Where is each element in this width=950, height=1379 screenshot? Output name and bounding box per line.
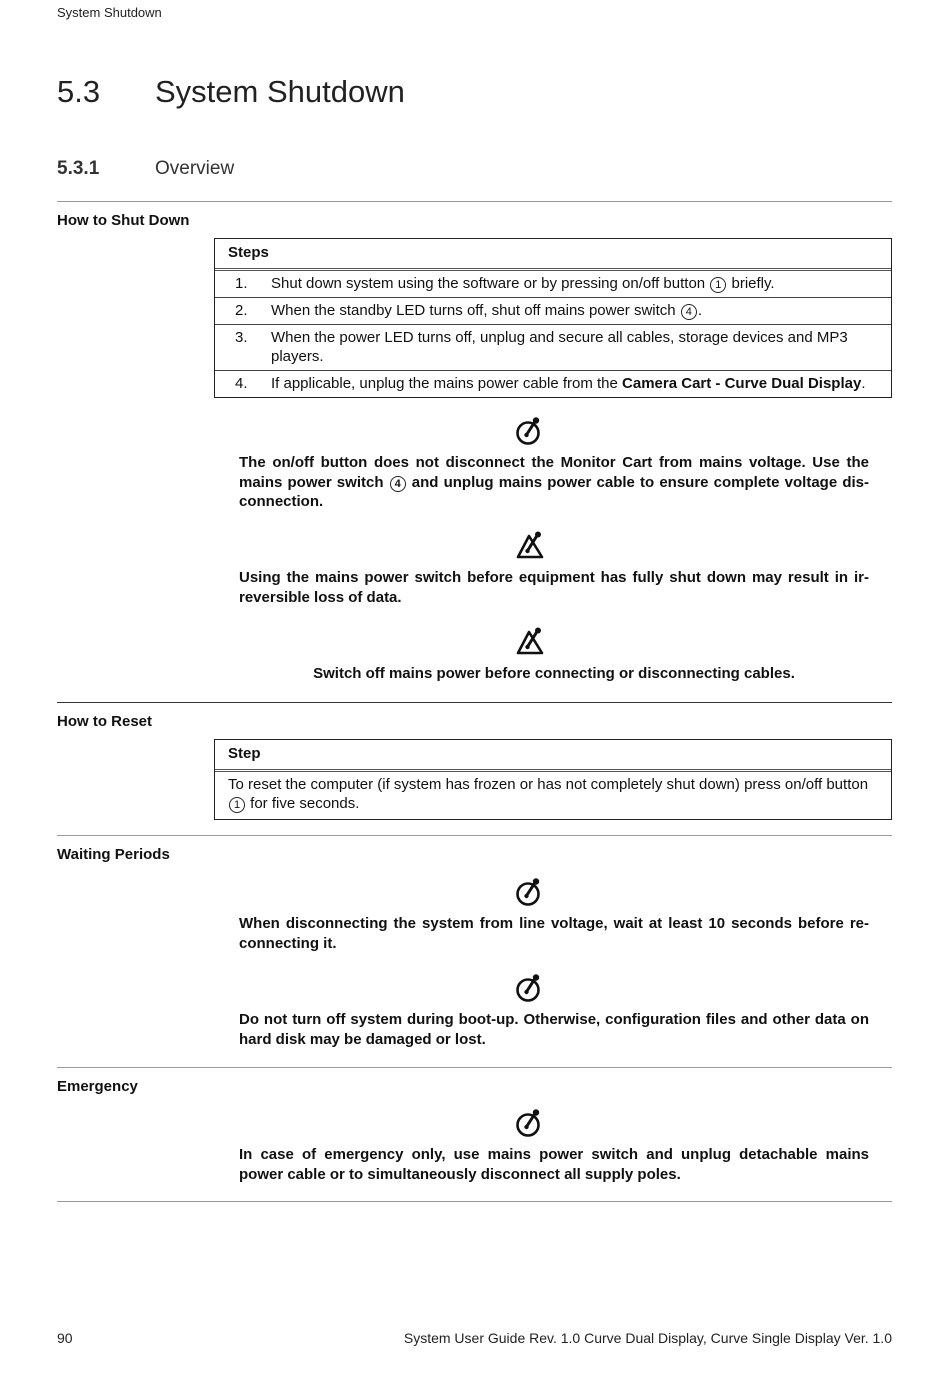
page-title: System Shutdown: [155, 74, 405, 109]
note-icon: [514, 416, 544, 446]
step-text: [271, 274, 891, 293]
callout-number: 1: [710, 277, 726, 293]
step-text-part: When the standby LED turns off, shut off mains power switch: [271, 302, 680, 319]
note-text: Do not turn off system during boot-up. Otherwise, configuration files and other data on hard disk may be damaged or lost.: [239, 1011, 869, 1048]
step-number: 2.: [235, 302, 248, 319]
section-title: Overview: [155, 158, 235, 179]
divider: [57, 201, 892, 202]
callout-number: 4: [681, 304, 697, 320]
caution-icon: [515, 530, 545, 560]
page-number: 90: [57, 1330, 73, 1346]
note-icon: [514, 877, 544, 907]
note-icon: [514, 1108, 544, 1138]
reset-text-part: To reset the computer (if system has frozen or has not completely shut down) press on/off button: [228, 776, 869, 793]
running-header: System Shutdown: [57, 5, 162, 20]
note-text: In case of emergency only, use mains power switch and unplug detachable mains power cable or to simultaneously disconnect all supply poles.: [239, 1146, 869, 1183]
note-text-part: The on/off button does not disconnect the Monitor Cart from mains voltage. Use the mains power switch: [239, 454, 869, 491]
note-text: When disconnecting the system from line voltage, wait at least 10 seconds before re-connecting it.: [239, 915, 869, 952]
reset-label: How to Reset: [57, 713, 153, 730]
note-text-part: and unplug mains power cable to ensure complete voltage dis-connection.: [239, 473, 869, 510]
heading2-number: 5.3.1: [57, 158, 100, 179]
emergency-label: Emergency: [57, 1078, 138, 1095]
product-name: Camera Cart - Curve Dual Display: [622, 375, 862, 392]
table-row: [215, 271, 891, 297]
step-text-part: .: [697, 302, 702, 319]
table-row: [215, 324, 891, 370]
steps-table-header: Steps: [215, 239, 891, 271]
table-row: [215, 297, 891, 324]
caution-text: Switch off mains power before connecting or disconnecting cables.: [313, 665, 795, 682]
step-text: [271, 374, 891, 393]
reset-table-header: Step: [215, 740, 891, 772]
shutdown-label: How to Shut Down: [57, 212, 190, 229]
waiting-label: Waiting Periods: [57, 846, 170, 863]
caution-text: Using the mains power switch before equipment has fully shut down may result in ir-reversible loss of data.: [239, 569, 869, 606]
table-row: [215, 370, 891, 397]
step-text-part: .: [861, 375, 866, 392]
divider: [57, 702, 892, 703]
reset-step-text: [215, 772, 891, 819]
callout-number: 4: [390, 476, 406, 492]
step-text: When the power LED turns off, unplug and secure all cables, storage devices and MP3 players.: [271, 329, 848, 365]
step-text: [271, 301, 891, 320]
step-number: 4.: [235, 375, 248, 392]
reset-text-part: for five seconds.: [246, 795, 360, 812]
heading1-number: 5.3: [57, 74, 101, 109]
step-number: 1.: [235, 275, 248, 292]
callout-number: 1: [229, 797, 245, 813]
divider: [57, 1201, 892, 1202]
note-text: [239, 453, 869, 512]
divider: [57, 1067, 892, 1068]
step-text-part: If applicable, unplug the mains power cable from the: [271, 375, 623, 392]
footer-doc-title: System User Guide Rev. 1.0 Curve Dual Display, Curve Single Display Ver. 1.0: [403, 1330, 892, 1346]
step-text-part: briefly.: [727, 275, 775, 292]
steps-table: [214, 238, 892, 398]
divider: [57, 835, 892, 836]
reset-table: [214, 739, 892, 820]
note-icon: [514, 973, 544, 1003]
caution-icon: [515, 626, 545, 656]
step-number: 3.: [235, 329, 248, 346]
step-text-part: Shut down system using the software or by pressing on/off button: [271, 275, 710, 292]
